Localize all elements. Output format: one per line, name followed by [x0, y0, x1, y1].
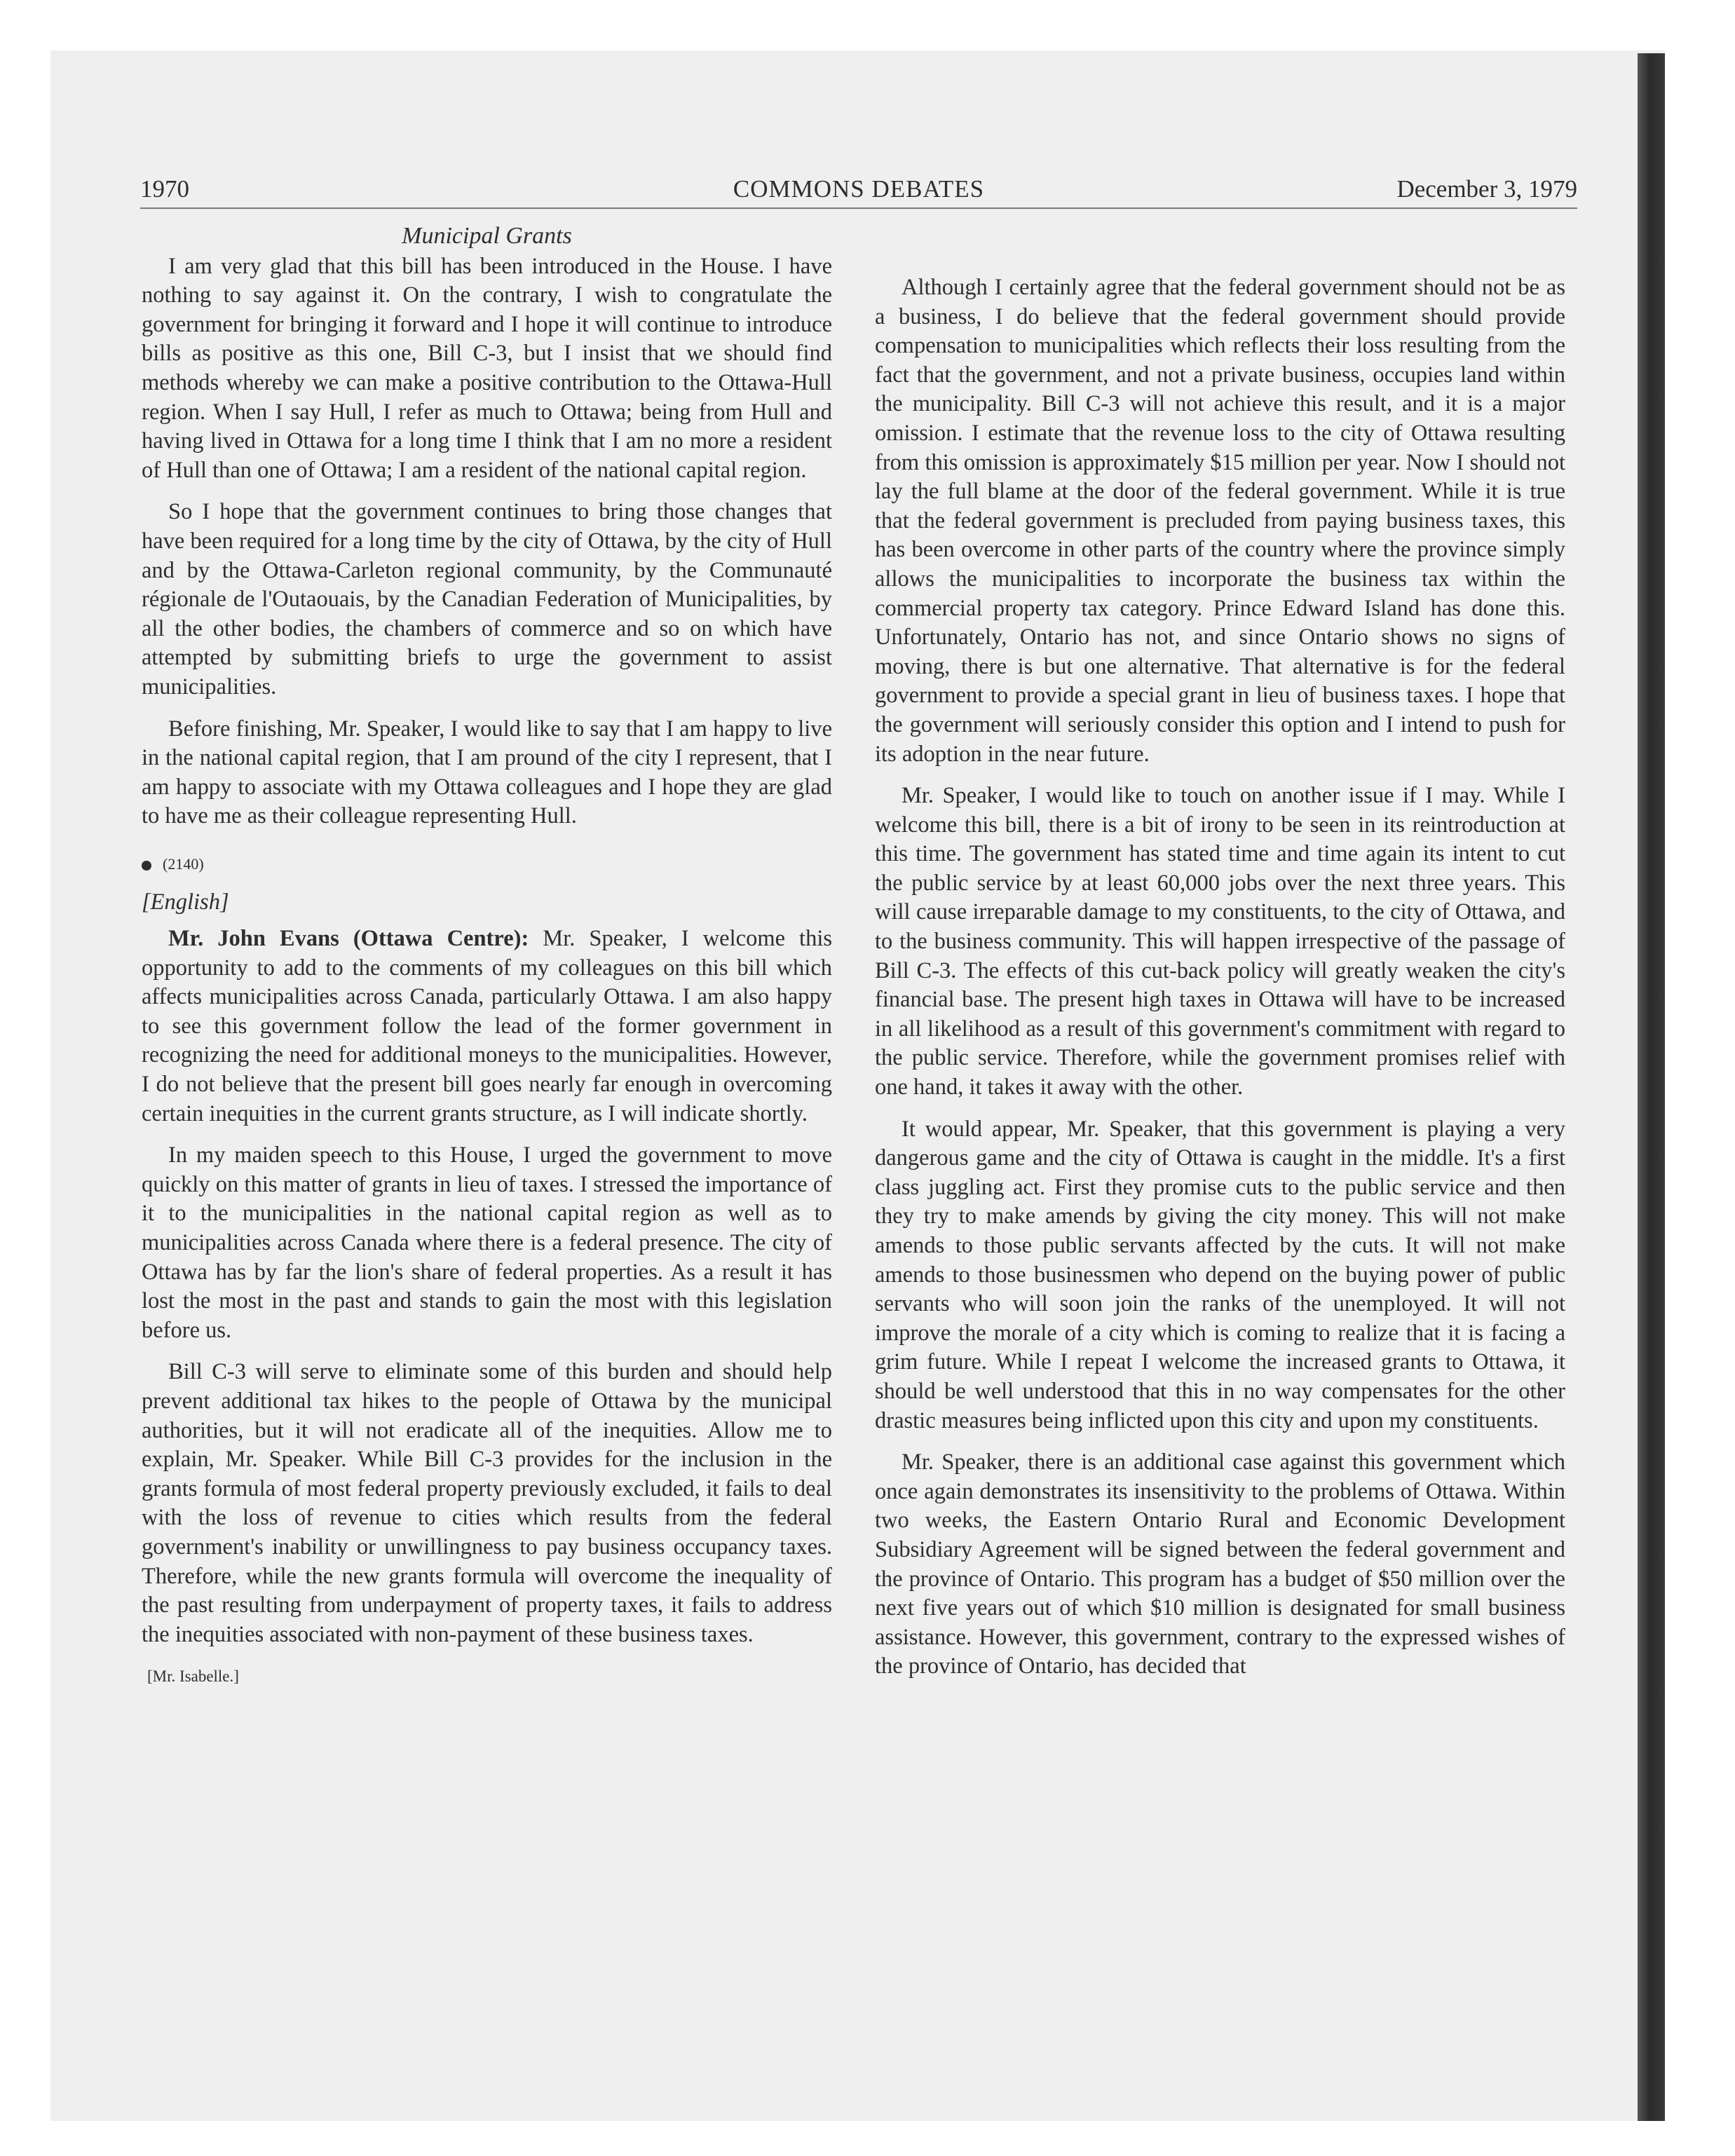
page-number: 1970: [140, 175, 189, 203]
paragraph: Although I certainly agree that the federal government should not be as a business, I do believe that the federal government should provide compensation to municipalities which reflects their loss resulting from the fact that the government, and not a private business, occupies land within the municipality. Bill C-3 will not achieve this result, and it is a major omission. I estimate that the revenue loss to the city of Ottawa resulting from this omission is approximately $15 million per year. Now I should not lay the full blame at the door of the federal government. While it is true that the federal government is precluded from paying business taxes, this has been overcome in other parts of the country where the province simply allows the municipalities to incorporate the business tax within the commercial property tax category. Prince Edward Island has done this. Unfortunately, Ontario has not, and since Ontario shows no signs of moving, there is but one alternative. That alternative is for the federal government to provide a special grant in lieu of business taxes. I hope that the government will seriously consider this option and I intend to push for its adoption in the near future.: [875, 275, 1565, 767]
right-column: [875, 273, 1565, 1694]
page-date: December 3, 1979: [1396, 175, 1577, 203]
time-marker-text: (2140): [163, 854, 204, 873]
time-marker: [142, 850, 832, 879]
publication-title: COMMONS DEBATES: [733, 175, 985, 203]
speaker-text: Mr. Speaker, I welcome this opportunity to add to the comments of my colleagues on this bill which affects municipalities across Canada, particularly Ottawa. I am also happy to see this government follow the lead of the former government in recognizing the need for additional moneys to the municipalities. However, I do not believe that the present bill goes nearly far enough in overcoming certain inequities in the current grants structure, as I will indicate shortly.: [142, 926, 832, 1126]
paragraph: In my maiden speech to this House, I urged the government to move quickly on this matter of grants in lieu of taxes. I stressed the importance of it to the municipalities in the national capital region as well as to municipalities across Canada where there is a federal presence. The city of Ottawa has by far the lion's share of federal properties. As a result it has lost the most in the past and stands to gain the most with this legislation before us.: [142, 1142, 832, 1343]
paragraph: So I hope that the government continues to bring those changes that have been required for a long time by the city of Ottawa, by the city of Hull and by the Ottawa-Carleton regional community, by the Communauté régionale de l'Outaouais, by the Canadian Federation of Municipalities, by all the other bodies, the chambers of commerce and so on which have attempted by submitting briefs to urge the government to assist municipalities.: [142, 499, 832, 700]
page-edge-shadow: [1638, 53, 1665, 2121]
language-tag: [English]: [142, 889, 229, 915]
speaker-footnote: [Mr. Isabelle.]: [147, 1667, 239, 1686]
paragraph: Mr. Speaker, there is an additional case against this government which once again demonstrates its insensitivity to the problems of Ottawa. Within two weeks, the Eastern Ontario Rural and Economic Development Subsidiary Agreement will be signed between the federal government and the province of Ontario. This program has a budget of $50 million over the next five years out of which $10 million is designated for small business assistance. However, this government, contrary to the expressed wishes of the province of Ontario, has decided that: [875, 1449, 1565, 1679]
paragraph: Before finishing, Mr. Speaker, I would like to say that I am happy to live in the national capital region, that I am pround of the city I represent, that I am happy to associate with my Ottawa colleagues and I hope they are glad to have me as their colleague representing Hull.: [142, 716, 832, 829]
paragraph: I am very glad that this bill has been introduced in the House. I have nothing to say against it. On the contrary, I wish to congratulate the government for bringing it forward and I hope it will continue to introduce bills as positive as this one, Bill C-3, but I insist that we should find methods whereby we can make a positive contribution to the Ottawa-Hull region. When I say Hull, I refer as much to Ottawa; being from Hull and having lived in Ottawa for a long time I think that I am no more a resident of Hull than one of Ottawa; I am a resident of the national capital region.: [142, 253, 832, 483]
speaker-name: Mr. John Evans (Ottawa Centre):: [168, 926, 529, 952]
paragraph: Mr. Speaker, I would like to touch on another issue if I may. While I welcome this bill, there is a bit of irony to be seen in its reintroduction at this time. The government has stated time and time again its intent to cut the public service by at least 60,000 jobs over the next three years. This will cause irreparable damage to my constituents, to the city of Ottawa, and to the business community. This will happen irrespective of the passage of Bill C-3. The effects of this cut-back policy will greatly weaken the city's financial base. The present high taxes in Ottawa will have to be increased in all likelihood as a result of this government's commitment with regard to the public service. Therefore, while the government promises relief with one hand, it takes it away with the other.: [875, 783, 1565, 1100]
bullet-icon: [142, 861, 151, 871]
section-heading: Municipal Grants: [402, 223, 572, 249]
paragraph: It would appear, Mr. Speaker, that this government is playing a very dangerous game and the city of Ottawa is caught in the middle. It's a first class juggling act. First they promise cuts to the public service and then they try to make amends by giving the city money. This will not make amends to those public servants affected by the cuts. It will not make amends to those businessmen who depend on the buying power of public servants who will soon join the ranks of the unemployed. It will not improve the morale of a city which is coming to realize that it is facing a grim future. While I repeat I welcome the increased grants to Ottawa, it should be well understood that this in no way compensates for the other drastic measures being inflicted upon this city and upon my constituents.: [875, 1116, 1565, 1433]
speaker-paragraph: [142, 925, 832, 1128]
running-header: [140, 174, 1577, 209]
left-column: [142, 221, 832, 1704]
paragraph: Bill C-3 will serve to eliminate some of this burden and should help prevent additional tax hikes to the people of Ottawa by the municipal authorities, but it will not eradicate all of the inequities. Allow me to explain, Mr. Speaker. While Bill C-3 provides for the inclusion in the grants formula of most federal property previously excluded, it fails to deal with the loss of revenue to cities which results from the federal government's inability or unwillingness to pay business occupancy taxes. Therefore, while the new grants formula will overcome the inequality of the past resulting from underpayment of property taxes, it fails to address the inequities associated with non-payment of these business taxes.: [142, 1359, 832, 1647]
